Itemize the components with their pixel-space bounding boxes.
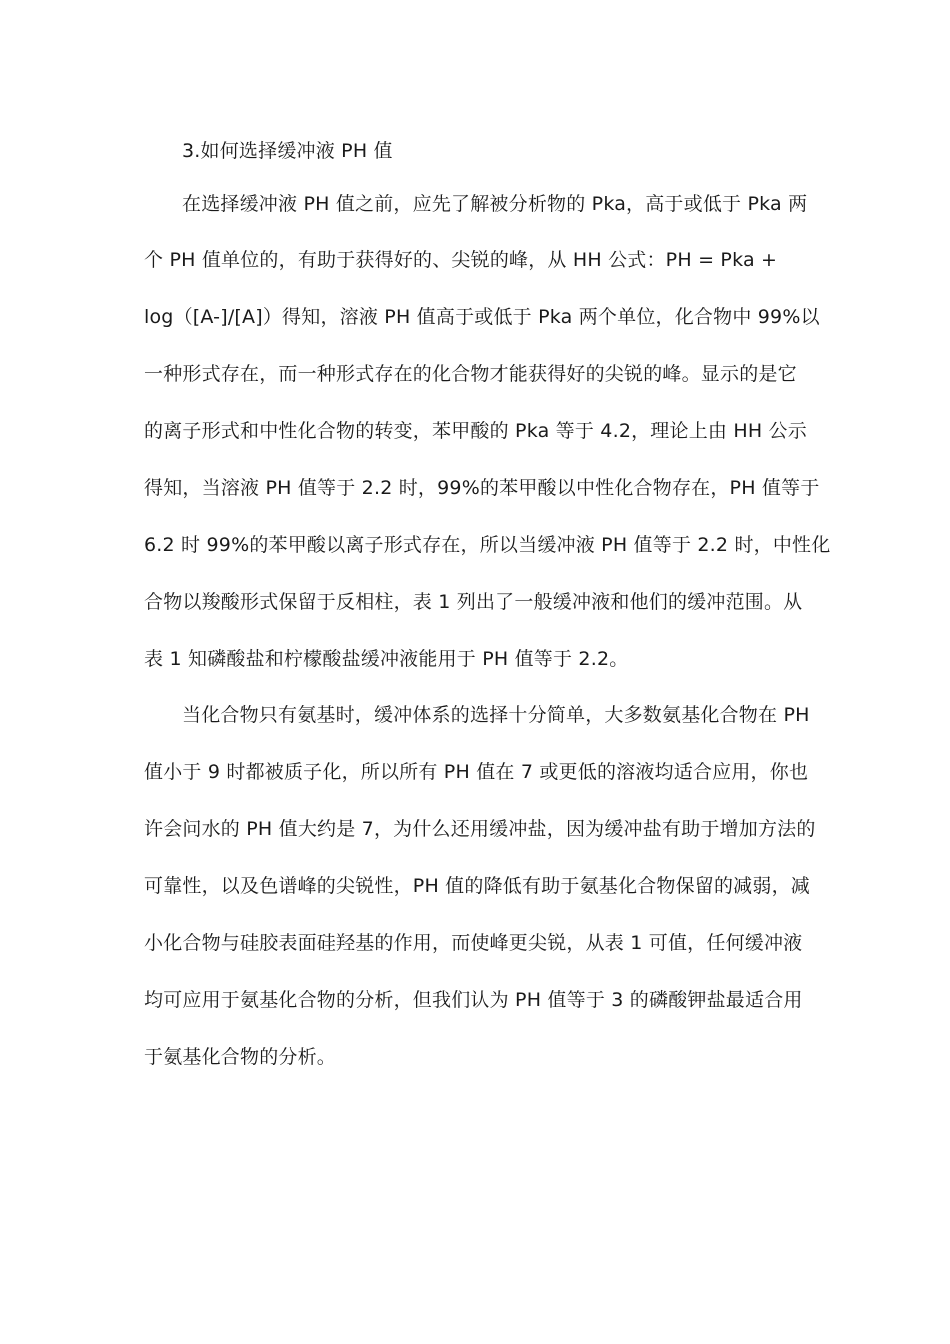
paragraph-2-line: 小化合物与硅胶表面硅羟基的作用，而使峰更尖锐，从表 1 可值，任何缓冲液 bbox=[144, 932, 803, 954]
section-heading: 3.如何选择缓冲液 PH 值 bbox=[182, 140, 393, 162]
paragraph-2-line: 于氨基化合物的分析。 bbox=[144, 1046, 337, 1068]
paragraph-2-line: 当化合物只有氨基时，缓冲体系的选择十分简单，大多数氨基化合物在 PH bbox=[182, 704, 810, 726]
paragraph-1-line: 的离子形式和中性化合物的转变，苯甲酸的 Pka 等于 4.2，理论上由 HH 公示 bbox=[144, 420, 807, 442]
paragraph-1-line: log（[A-]/[A]）得知，溶液 PH 值高于或低于 Pka 两个单位，化合物中 99%以 bbox=[144, 306, 820, 328]
paragraph-1-line: 6.2 时 99%的苯甲酸以离子形式存在，所以当缓冲液 PH 值等于 2.2 时，中性化 bbox=[144, 534, 831, 556]
paragraph-1-line: 在选择缓冲液 PH 值之前，应先了解被分析物的 Pka，高于或低于 Pka 两 bbox=[182, 193, 808, 215]
paragraph-2-line: 可靠性，以及色谱峰的尖锐性，PH 值的降低有助于氨基化合物保留的减弱，减 bbox=[144, 875, 810, 897]
paragraph-1-line: 个 PH 值单位的，有助于获得好的、尖锐的峰，从 HH 公式：PH = Pka + bbox=[144, 249, 778, 271]
paragraph-2-line: 许会问水的 PH 值大约是 7，为什么还用缓冲盐，因为缓冲盐有助于增加方法的 bbox=[144, 818, 816, 840]
paragraph-1-line: 表 1 知磷酸盐和柠檬酸盐缓冲液能用于 PH 值等于 2.2。 bbox=[144, 648, 629, 670]
paragraph-1-line: 一种形式存在，而一种形式存在的化合物才能获得好的尖锐的峰。显示的是它 bbox=[144, 363, 797, 385]
paragraph-2-line: 值小于 9 时都被质子化，所以所有 PH 值在 7 或更低的溶液均适合应用，你也 bbox=[144, 761, 809, 783]
paragraph-1-line: 合物以羧酸形式保留于反相柱，表 1 列出了一般缓冲液和他们的缓冲范围。从 bbox=[144, 591, 803, 613]
paragraph-2-line: 均可应用于氨基化合物的分析，但我们认为 PH 值等于 3 的磷酸钾盐最适合用 bbox=[144, 989, 803, 1011]
paragraph-1-line: 得知，当溶液 PH 值等于 2.2 时，99%的苯甲酸以中性化合物存在，PH 值等于 bbox=[144, 477, 820, 499]
